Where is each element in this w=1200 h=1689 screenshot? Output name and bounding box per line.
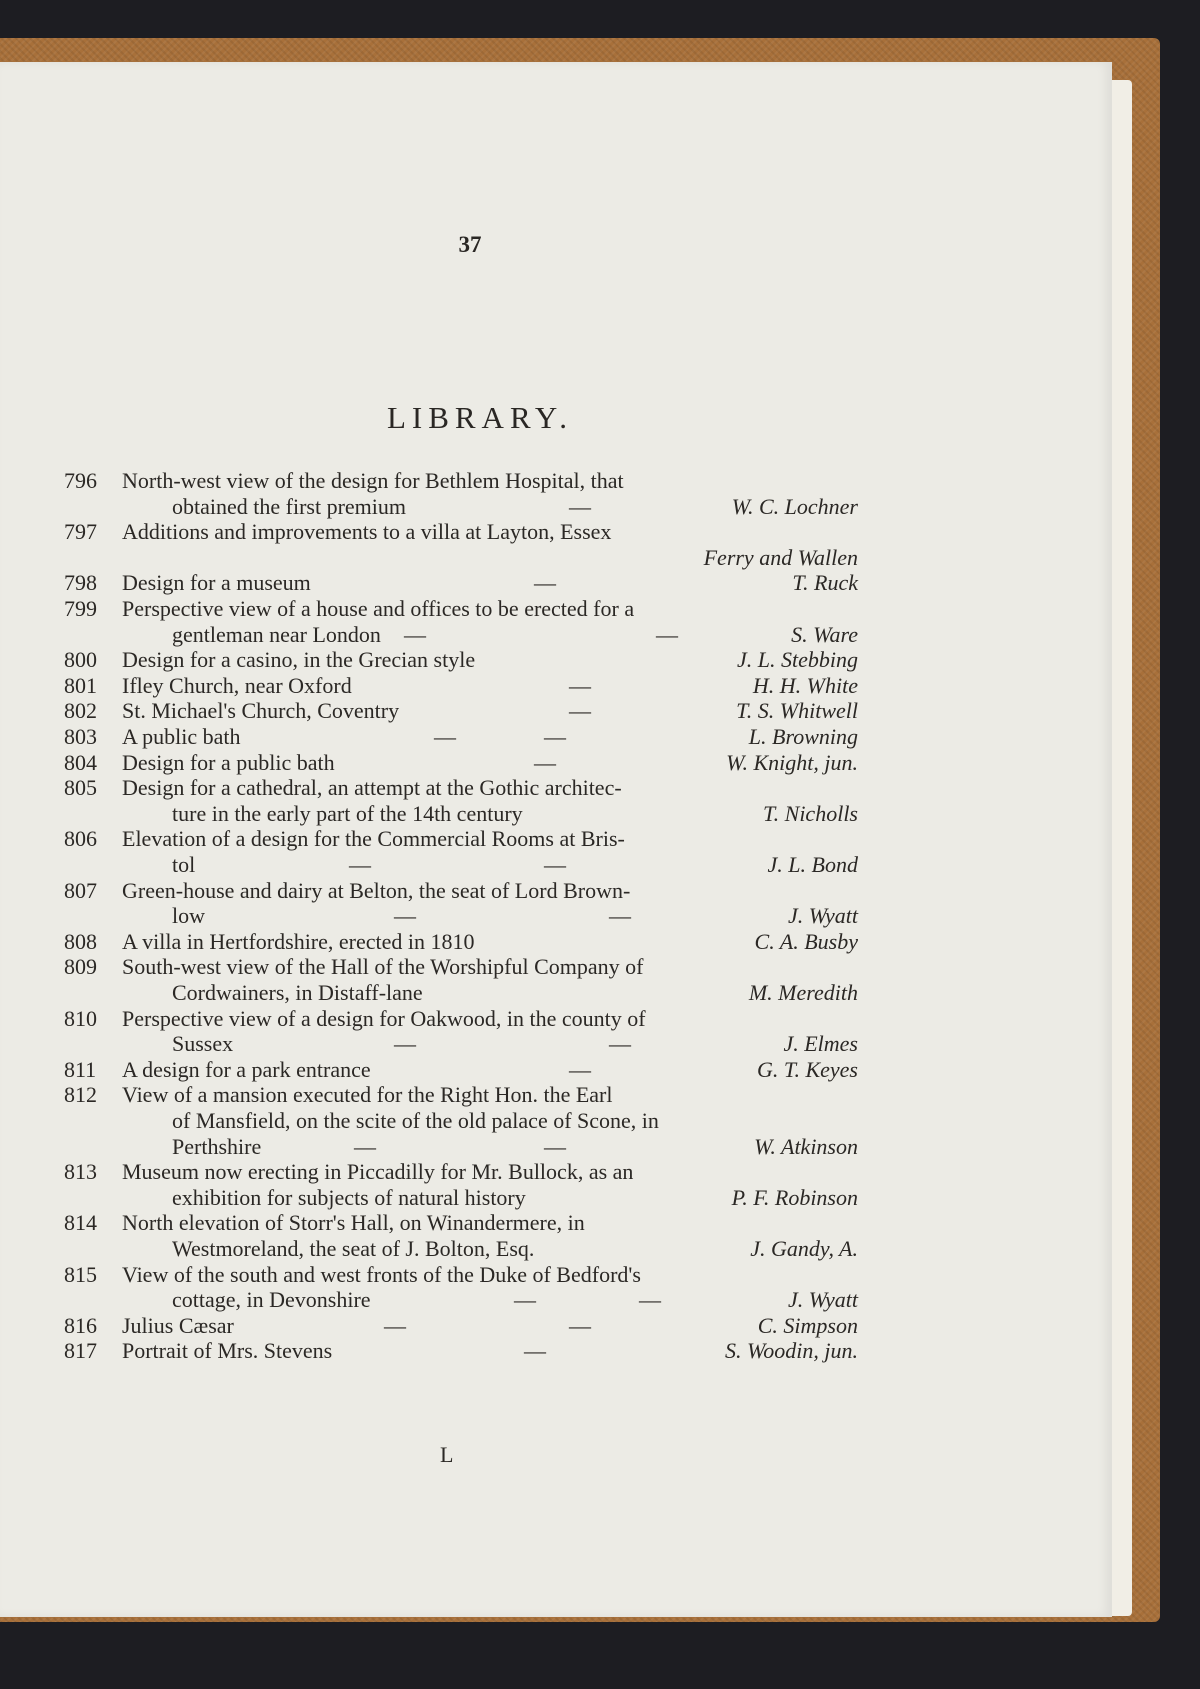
entry-title-line: Green-house and dairy at Belton, the seat of Lord Brown- [122,877,631,903]
entry-title-line: cottage, in Devonshire [172,1287,371,1313]
entry-title-line: Portrait of Mrs. Stevens [122,1338,333,1364]
entry-number: 803 [64,724,97,749]
catalogue-entries [0,62,1112,1617]
entry-number: 811 [64,1056,97,1082]
entry-artist: Ferry and Wallen [703,544,858,570]
page-number: 37 [458,232,482,257]
entry-number: 802 [64,698,97,724]
entry-title-line: Design for a casino, in the Grecian style [122,647,476,673]
entry-number: 812 [64,1082,97,1108]
entry-artist: S. Ware [791,621,858,647]
entry-artist: J. L. Stebbing [737,647,858,673]
entry-number: 816 [64,1312,97,1338]
entry-artist: J. Wyatt [787,1287,858,1313]
entry-dash: — [544,852,566,877]
entry-title-line: Sussex [172,1031,234,1057]
entry-title-line: ture in the early part of the 14th century [172,800,523,826]
entry-dash: — [534,570,556,596]
entry-title-line: obtained the first premium [172,493,406,519]
entry-dash: — [569,1312,591,1338]
entry-title-line: tol [172,852,196,877]
entry-title-line: low [172,903,205,929]
entry-number: 804 [64,749,97,775]
entry-number: 809 [64,954,97,980]
entry-artist: H. H. White [752,672,858,698]
entry-dash: — [514,1287,536,1313]
entry-number: 799 [64,596,97,621]
entry-dash: — [544,724,566,749]
entry-title-line: Perthshire [172,1133,262,1159]
entry-title-line: gentleman near London [172,621,381,647]
entry-artist: T. Ruck [792,570,858,596]
entry-artist: P. F. Robinson [731,1184,858,1210]
entry-artist: C. A. Busby [754,928,858,954]
entry-number: 801 [64,672,97,698]
entry-number: 797 [64,519,97,545]
entry-number: 808 [64,928,97,954]
entry-title-line: Design for a cathedral, an attempt at the Gothic architec- [122,775,622,801]
entry-title-line: North-west view of the design for Bethlem Hospital, that [122,468,624,493]
entry-dash: — [434,724,456,749]
entry-artist: G. T. Keyes [756,1056,858,1082]
entry-title-line: Cordwainers, in Distaff-lane [172,980,423,1005]
entry-title-line: View of the south and west fronts of the Duke of Bedford's [122,1261,641,1287]
entry-title-line: South-west view of the Hall of the Worshipful Company of [122,954,644,980]
entry-title-line: Museum now erecting in Piccadilly for Mr. Bullock, as an [122,1159,634,1185]
entry-artist: C. Simpson [757,1312,858,1338]
entry-title-line: North elevation of Storr's Hall, on Winandermere, in [122,1210,585,1236]
entry-number: 807 [64,877,97,903]
entry-dash: — [639,1287,661,1313]
entry-title-line: Design for a museum [122,570,311,596]
entry-dash: — [404,621,426,647]
entry-title-line: exhibition for subjects of natural history [172,1184,526,1210]
entry-title-line: View of a mansion executed for the Right Hon. the Earl [122,1082,613,1108]
entry-title-line: Ifley Church, near Oxford [122,672,352,698]
entry-number: 806 [64,826,97,852]
entry-number: 800 [64,647,97,673]
entry-title-line: A public bath [122,724,241,749]
entry-dash: — [354,1133,376,1159]
entry-title-line: Westmoreland, the seat of J. Bolton, Esq. [172,1236,535,1261]
entry-number: 796 [64,468,97,493]
entry-dash: — [394,1031,416,1057]
entry-artist: T. S. Whitwell [736,698,858,724]
entry-title-line: of Mansfield, on the scite of the old palace of Scone, in [172,1108,659,1133]
section-title: LIBRARY. [386,400,574,435]
entry-dash: — [544,1133,566,1159]
entry-title-line: A villa in Hertfordshire, erected in 1810 [122,928,475,954]
entry-artist: J. Gandy, A. [750,1236,858,1261]
entry-dash: — [569,1056,591,1082]
entry-number: 817 [64,1338,97,1364]
entry-dash: — [569,672,591,698]
entry-number: 810 [64,1005,97,1031]
entry-title-line: Perspective view of a design for Oakwood, in the county of [122,1005,646,1031]
entry-title-line: Design for a public bath [122,749,335,775]
entry-number: 805 [64,775,97,801]
entry-artist: M. Meredith [748,980,858,1005]
entry-dash: — [569,493,591,519]
entry-title-line: St. Michael's Church, Coventry [122,698,400,724]
entry-artist: S. Woodin, jun. [724,1338,858,1364]
book-page [0,62,1112,1617]
entry-title-line: A design for a park entrance [122,1056,371,1082]
entry-number: 813 [64,1159,97,1185]
entry-artist: T. Nicholls [763,800,858,826]
entry-artist: W. Knight, jun. [726,749,858,775]
entry-artist: J. Wyatt [787,903,858,929]
entry-title-line: Additions and improvements to a villa at Layton, Essex [122,519,612,545]
entry-artist: L. Browning [748,724,858,749]
entry-dash: — [384,1312,406,1338]
entry-artist: W. C. Lochner [731,493,858,519]
entry-number: 798 [64,570,97,596]
entry-artist: W. Atkinson [754,1133,858,1159]
entry-title-line: Perspective view of a house and offices to be erected for a [122,596,635,621]
entry-dash: — [609,1031,631,1057]
entry-dash: — [534,749,556,775]
entry-dash: — [524,1338,546,1364]
entry-title-line: Julius Cæsar [122,1312,234,1338]
entry-artist: J. Elmes [783,1031,858,1057]
entry-dash: — [394,903,416,929]
entry-dash: — [656,621,678,647]
entry-dash: — [569,698,591,724]
entry-dash: — [349,852,371,877]
entry-number: 815 [64,1261,97,1287]
entry-artist: J. L. Bond [767,852,858,877]
entry-number: 814 [64,1210,97,1236]
entry-dash: — [609,903,631,929]
signature-mark: L [440,1442,454,1467]
entry-title-line: Elevation of a design for the Commercial Rooms at Bris- [122,826,625,852]
